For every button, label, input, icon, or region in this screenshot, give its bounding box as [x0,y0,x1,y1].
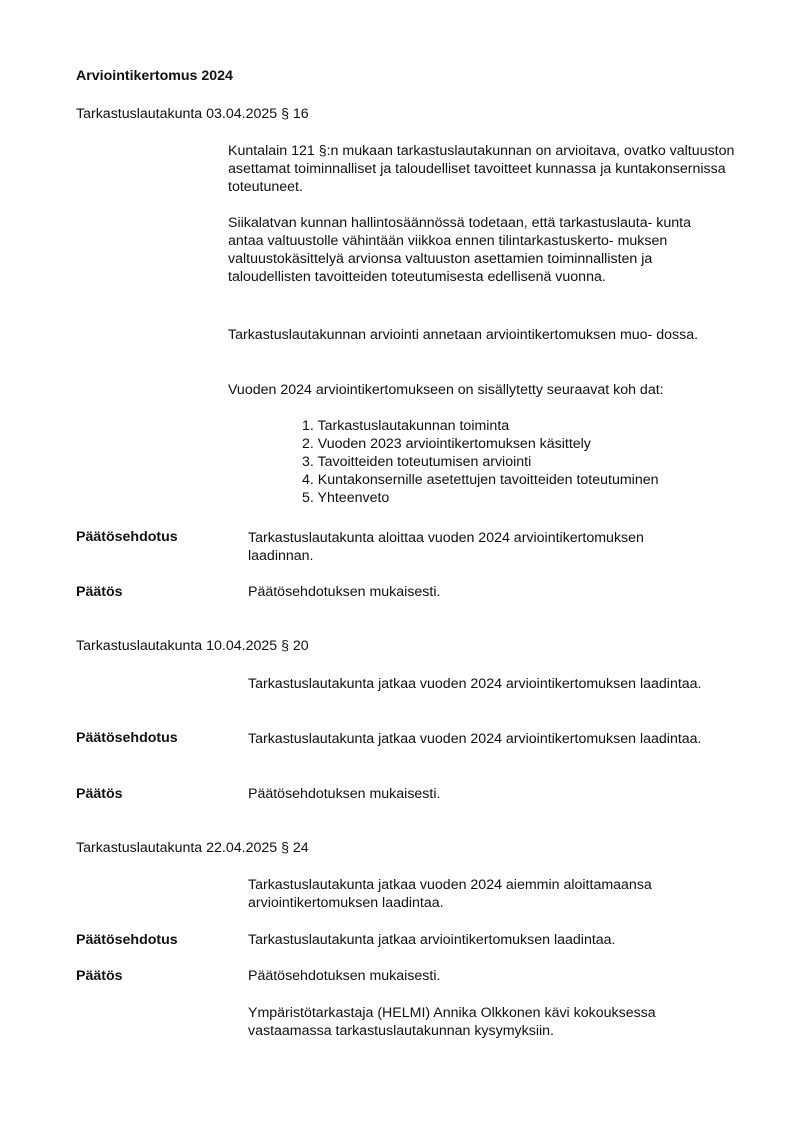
paragraph: Kuntalain 121 §:n mukaan tarkastuslautakunnan on arvioitava, ovatko valtuuston asettamat toiminnalliset ja taloudelliset tavoitteet kunnassa ja kuntakonsernissa toteutuneet. [228,143,735,195]
session-2-decision: Päätösehdotuksen mukaisesti. [248,786,441,802]
paragraph: Siikalatvan kunnan hallintosäännössä todetaan, että tarkastuslauta- kunta antaa valtuustolle vähintään viikkoa ennen tilintarkastuskerto- muksen valtuustokäsittelyä arvionsa valtuuston asettamien toiminnallisten ja taloudellisten tavoitteiden toteutumisesta edellisenä vuonna. [228,215,691,285]
document-title: Arviointikertomus 2024 [76,68,233,84]
session-2-proposal [248,730,708,748]
list-item: 3. Tavoitteiden toteutumisen arviointi [302,454,532,470]
session-3-decision-label: Päätös [76,968,123,984]
session-1-topic-list [302,417,659,507]
session-3-note [248,1004,718,1040]
paragraph: Ympäristötarkastaja (HELMI) Annika Olkkonen kävi kokouksessa vastaamassa tarkastuslautakunnan kysymyksiin. [248,1005,656,1039]
paragraph: Tarkastuslautakunta jatkaa vuoden 2024 aiemmin aloittamaansa arviointikertomuksen laadintaa. [248,877,652,911]
session-1-proposal [248,529,708,565]
session-1-header: Tarkastuslautakunta 03.04.2025 § 16 [76,106,309,122]
session-2-proposal-label: Päätösehdotus [76,730,178,746]
session-1-intro-4 [228,381,698,399]
session-3-decision: Päätösehdotuksen mukaisesti. [248,968,441,984]
session-2-intro [248,675,708,693]
paragraph: Tarkastuslautakunta jatkaa vuoden 2024 arviointikertomuksen laadintaa. [248,676,702,692]
session-3-proposal: Tarkastuslautakunta jatkaa arviointikertomuksen laadintaa. [248,932,616,948]
paragraph: Vuoden 2024 arviointikertomukseen on sisällytetty seuraavat koh dat: [228,382,664,398]
session-3-header: Tarkastuslautakunta 22.04.2025 § 24 [76,840,309,856]
paragraph: Tarkastuslautakunta aloittaa vuoden 2024 arviointikertomuksen laadinnan. [248,530,644,564]
session-1-decision-label: Päätös [76,584,123,600]
session-1-intro-1 [228,142,743,196]
session-1-intro-3 [228,326,718,344]
session-1-decision: Päätösehdotuksen mukaisesti. [248,584,441,600]
paragraph: Tarkastuslautakunnan arviointi annetaan arviointikertomuksen muo- dossa. [228,327,699,343]
session-2-header: Tarkastuslautakunta 10.04.2025 § 20 [76,638,309,654]
session-3-intro [248,876,718,912]
list-item: 5. Yhteenveto [302,490,390,506]
list-item: 2. Vuoden 2023 arviointikertomuksen käsittely [302,436,591,452]
session-2-decision-label: Päätös [76,786,123,802]
session-3-proposal-label: Päätösehdotus [76,932,178,948]
session-1-proposal-label: Päätösehdotus [76,529,178,545]
list-item: 4. Kuntakonsernille asetettujen tavoitteiden toteutuminen [302,472,659,488]
session-1-intro-2 [228,214,718,286]
list-item: 1. Tarkastuslautakunnan toiminta [302,418,510,434]
paragraph: Tarkastuslautakunta jatkaa vuoden 2024 arviointikertomuksen laadintaa. [248,731,702,747]
